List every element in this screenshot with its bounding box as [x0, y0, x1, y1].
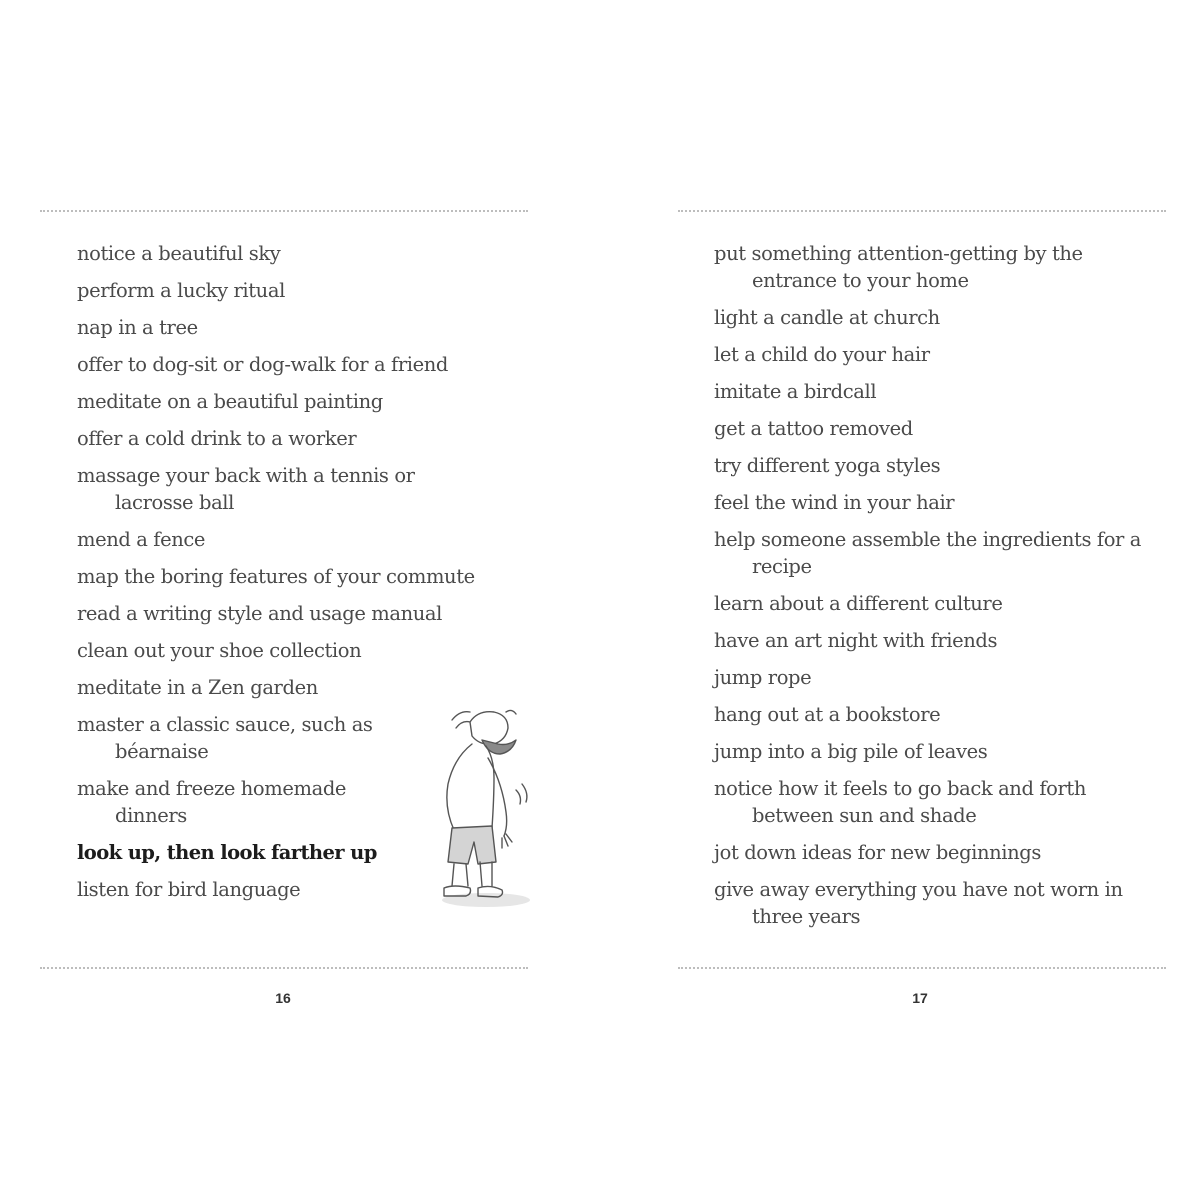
bottom-dotted-rule	[678, 967, 1166, 969]
list-item: meditate in a Zen garden	[77, 676, 318, 699]
motion-mark	[456, 722, 470, 728]
list-item: nap in a tree	[77, 316, 198, 339]
head	[470, 712, 508, 745]
ground-shadow	[442, 893, 530, 907]
nose	[506, 710, 516, 714]
right-page	[600, 0, 1200, 1200]
bottom-dotted-rule	[40, 967, 528, 969]
list-item: meditate on a beautiful painting	[77, 390, 383, 413]
list-item: hang out at a bookstore	[714, 703, 941, 726]
top-dotted-rule	[40, 210, 528, 212]
shorts	[448, 826, 496, 864]
list-item-highlighted: look up, then look farther up	[77, 841, 377, 864]
list-item: try different yoga styles	[714, 454, 941, 477]
page-number: 17	[912, 990, 928, 1006]
list-item: jump into a big pile of leaves	[714, 740, 988, 763]
list-item: perform a lucky ritual	[77, 279, 285, 302]
person-looking-up-illustration	[408, 700, 533, 915]
motion-mark	[516, 790, 521, 804]
list-item: clean out your shoe collection	[77, 639, 362, 662]
page-number: 16	[275, 990, 291, 1006]
list-item: light a candle at church	[714, 306, 940, 329]
hand	[502, 834, 512, 848]
top-dotted-rule	[678, 210, 1166, 212]
activity-list	[714, 240, 1174, 940]
list-item: offer a cold drink to a worker	[77, 427, 357, 450]
list-item: notice how it feels to go back and forth between sun and shade	[714, 777, 1087, 827]
torso	[447, 744, 494, 830]
list-item: make and freeze homemade dinners	[77, 777, 347, 827]
left-leg	[452, 864, 468, 886]
list-item: massage your back with a tennis or lacrosse ball	[77, 464, 415, 514]
list-item: offer to dog-sit or dog-walk for a friend	[77, 353, 448, 376]
motion-mark	[522, 784, 527, 802]
list-item: listen for bird language	[77, 878, 301, 901]
list-item: master a classic sauce, such as béarnaise	[77, 713, 373, 763]
list-item: have an art night with friends	[714, 629, 998, 652]
list-item: learn about a different culture	[714, 592, 1003, 615]
list-item: mend a fence	[77, 528, 206, 551]
list-item: read a writing style and usage manual	[77, 602, 442, 625]
list-item: help someone assemble the ingredients for a recipe	[714, 528, 1141, 578]
arm	[488, 758, 507, 836]
list-item: jot down ideas for new beginnings	[714, 841, 1041, 864]
list-item: jump rope	[714, 666, 812, 689]
list-item: give away everything you have not worn in three years	[714, 878, 1123, 928]
list-item: imitate a birdcall	[714, 380, 877, 403]
list-item: feel the wind in your hair	[714, 491, 955, 514]
list-item: notice a beautiful sky	[77, 242, 281, 265]
right-leg	[480, 862, 492, 886]
list-item: map the boring features of your commute	[77, 565, 475, 588]
list-item: let a child do your hair	[714, 343, 930, 366]
list-item: put something attention-getting by the entrance to your home	[714, 242, 1083, 292]
motion-mark	[452, 712, 470, 720]
list-item: get a tattoo removed	[714, 417, 913, 440]
